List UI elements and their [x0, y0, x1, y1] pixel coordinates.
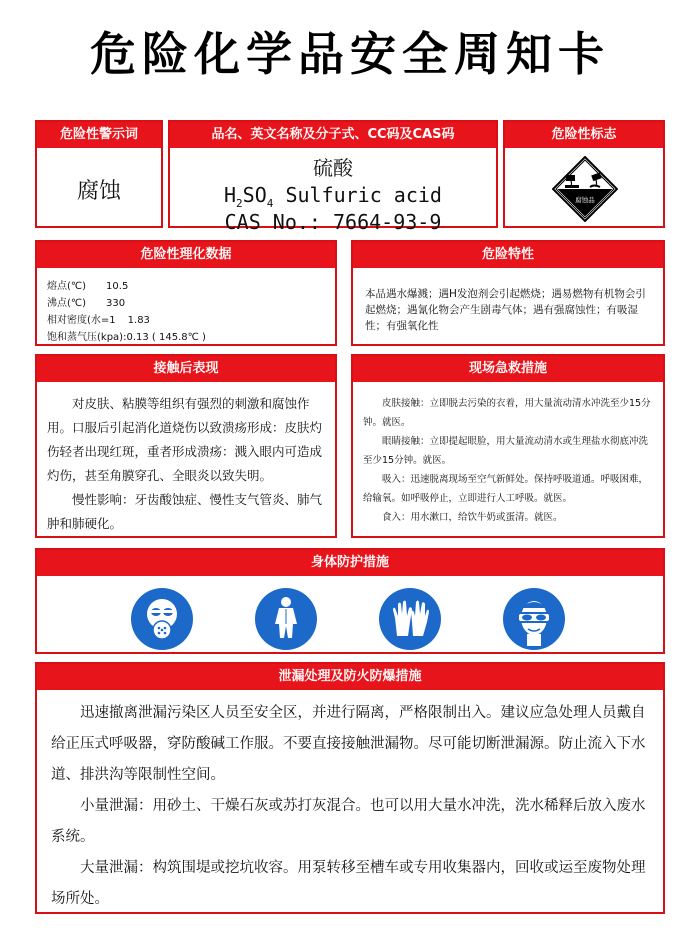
molecular-formula: [170, 183, 496, 210]
hazard-symbol-header: 危险性标志: [505, 122, 663, 148]
goggles-icon: [503, 588, 565, 650]
prop-value: 330: [106, 298, 126, 309]
physchem-header: 危险性理化数据: [37, 242, 335, 268]
hazard-symbol-label: 腐蚀品: [575, 196, 595, 204]
ppe-panel: [35, 548, 665, 654]
first-aid-panel: [351, 354, 665, 538]
prop-label: 相对密度(水=1: [47, 315, 116, 326]
spill-fire-header: 泄漏处理及防火防爆措施: [37, 664, 663, 690]
identity-header: 品名、英文名称及分子式、CC码及CAS码: [170, 122, 496, 148]
cas-number: CAS No.: 7664-93-9: [224, 210, 442, 234]
prop-label: 熔点(℃): [47, 281, 87, 292]
corrosive-diamond-icon: [552, 156, 618, 226]
prop-row-melting: [47, 278, 335, 295]
page-title: 危险化学品安全周知卡: [90, 27, 610, 81]
prop-label: 沸点(℃): [47, 298, 87, 309]
spill-paragraph: 迅速撤离泄漏污染区人员至安全区，并进行隔离，严格限制出入。建议应急处理人员戴自给正压式呼吸器，穿防酸碱工作服。不要直接接触泄漏物。尽可能切断泄漏源。防止流入下水道、排洪沟等限制性空间。: [51, 705, 646, 783]
hazard-properties-text: 本品遇水爆溅；遇H发泡剂会引起燃烧；遇易燃物有机物会引起燃烧；遇氰化物会产生剧毒气体；遇有强腐蚀性；有吸湿性；有强氧化性: [365, 288, 646, 332]
exposure-paragraph: 对皮肤、粘膜等组织有强烈的刺激和腐蚀作用。口服后引起消化道烧伤以致溃疡形成：皮肤灼伤轻者出现红斑，重者形成溃疡：溅入眼内可造成灼伤，甚至角膜穿孔、全眼炎以致失明。: [47, 396, 323, 483]
prop-row-boiling: [47, 295, 335, 312]
spill-large: 大量泄漏：构筑围堤或挖坑收容。用泵转移至槽车或专用收集器内，回收或运至废物处理场所处。: [51, 860, 646, 907]
warning-word-panel: [35, 120, 163, 228]
formula-so: SO: [242, 183, 267, 207]
exposure-panel: [35, 354, 337, 538]
prop-label: 饱和蒸气压(kpa):: [47, 332, 127, 343]
english-name: Sulfuric acid: [285, 183, 442, 207]
gloves-icon: [379, 588, 441, 650]
exposure-paragraph: 慢性影响：牙齿酸蚀症、慢性支气管炎、肺气肿和肺硬化。: [47, 492, 323, 531]
prop-value: 10.5: [106, 281, 129, 292]
identity-panel: [168, 120, 498, 234]
warning-word-header: 危险性警示词: [37, 122, 161, 148]
prop-row-vapor: [47, 329, 335, 346]
physchem-panel: [35, 240, 337, 346]
spill-small: 小量泄漏：用砂土、干燥石灰或苏打灰混合。也可以用大量水冲洗，洗水稀释后放入废水系统。: [51, 798, 646, 845]
spill-fire-panel: [35, 662, 665, 914]
hazard-properties-header: 危险特性: [353, 242, 663, 268]
first-aid-header: 现场急救措施: [353, 356, 663, 382]
formula-h-sub: 2: [236, 197, 243, 210]
prop-value: 1.83: [127, 315, 150, 326]
hazard-symbol-panel: [503, 120, 665, 228]
first-aid-eyes: 眼睛接触：立即提起眼脸，用大量流动清水或生理盐水彻底冲洗至少15分钟。就医。: [363, 436, 649, 466]
gas-mask-icon: [131, 588, 193, 650]
ppe-header: 身体防护措施: [37, 550, 663, 576]
first-aid-inhalation: 吸入：迅速脱离现场至空气新鲜处。保持呼吸道通。呼吸困难，给输氧。如呼吸停止，立即进行人工呼吸。就医。: [363, 474, 649, 504]
formula-so-sub: 4: [266, 197, 274, 210]
first-aid-ingestion: 食入：用水漱口，给饮牛奶或蛋清。就医。: [382, 512, 563, 523]
first-aid-skin: 皮肤接触：立即脱去污染的衣着，用大量流动清水冲洗至少15分钟。就医。: [363, 398, 651, 428]
protective-suit-icon: [255, 588, 317, 650]
prop-row-density: [47, 312, 335, 329]
exposure-header: 接触后表现: [37, 356, 335, 382]
prop-value: 0.13 ( 145.8℃ ): [126, 332, 206, 343]
warning-word: 腐蚀: [76, 179, 121, 204]
formula-h: H: [224, 183, 237, 207]
hazard-properties-panel: [351, 240, 665, 346]
chemical-cn-name: 硫酸: [313, 156, 353, 180]
